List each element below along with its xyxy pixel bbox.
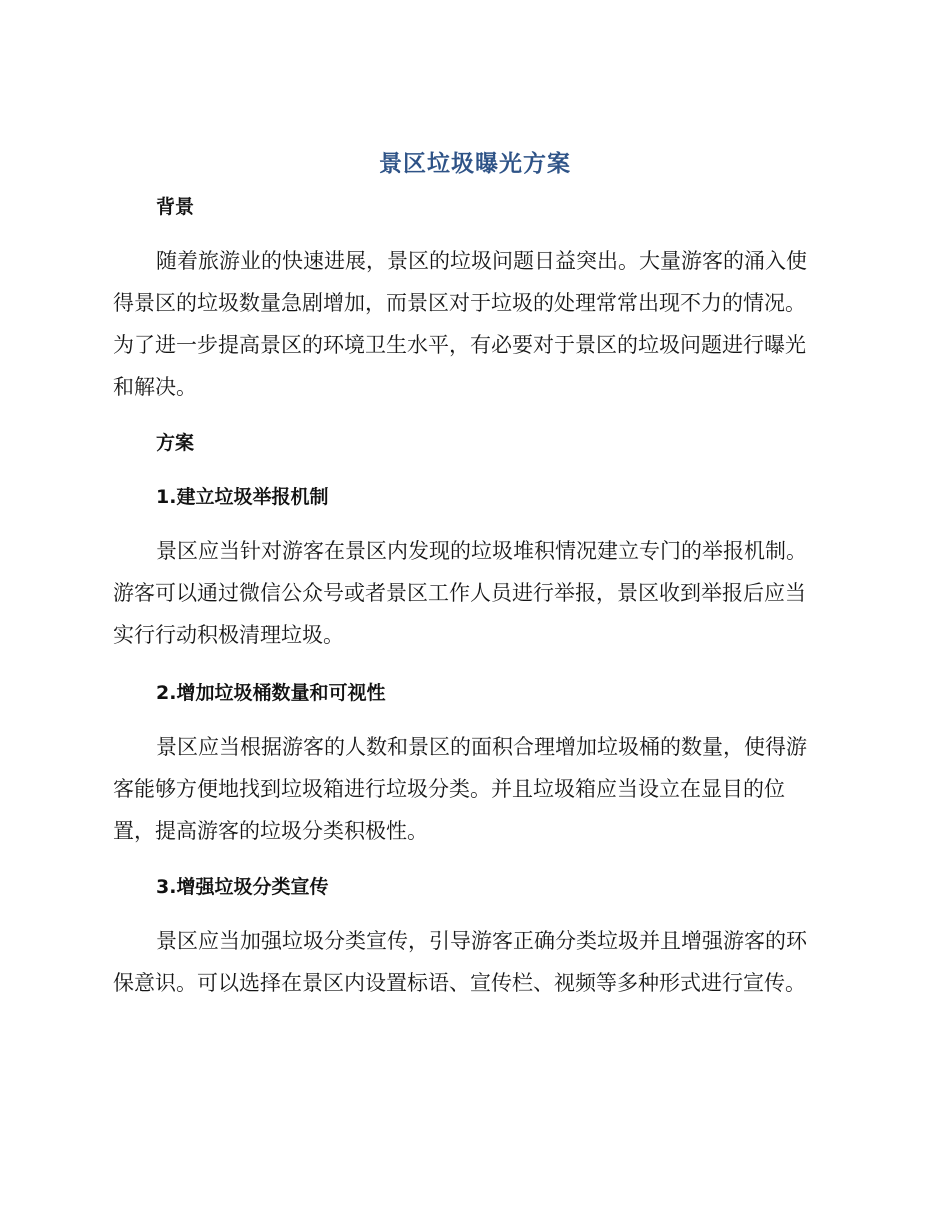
plan-item-1-paragraph: [113, 530, 833, 656]
paragraph-line: 景区应当针对游客在景区内发现的垃圾堆积情况建立专门的举报机制。: [156, 539, 807, 563]
background-paragraph: [113, 240, 833, 408]
paragraph-line: 置，提高游客的垃圾分类积极性。: [113, 819, 428, 843]
paragraph-line: 得景区的垃圾数量急剧增加，而景区对于垃圾的处理常常出现不力的情况。: [113, 291, 806, 315]
paragraph-line: 游客可以通过微信公众号或者景区工作人员进行举报，景区收到举报后应当: [113, 581, 806, 605]
document-title: 景区垃圾曝光方案: [379, 151, 571, 177]
paragraph-line: 随着旅游业的快速进展，景区的垃圾问题日益突出。大量游客的涌入使: [156, 249, 807, 273]
plan-item-3-paragraph: [113, 920, 833, 1004]
paragraph-line: 客能够方便地找到垃圾箱进行垃圾分类。并且垃圾箱应当设立在显目的位: [113, 777, 785, 801]
plan-item-3-heading: 3.增强垃圾分类宣传: [156, 876, 329, 898]
paragraph-line: 和解决。: [113, 375, 197, 399]
paragraph-line: 保意识。可以选择在景区内设置标语、宣传栏、视频等多种形式进行宣传。: [113, 971, 806, 995]
paragraph-line: 景区应当加强垃圾分类宣传，引导游客正确分类垃圾并且增强游客的环: [156, 929, 807, 953]
plan-item-1-heading: 1.建立垃圾举报机制: [156, 486, 329, 508]
plan-item-2-paragraph: [113, 726, 833, 852]
section-heading-background: 背景: [156, 196, 195, 218]
paragraph-line: 景区应当根据游客的人数和景区的面积合理增加垃圾桶的数量，使得游: [156, 735, 807, 759]
paragraph-line: 实行行动积极清理垃圾。: [113, 623, 344, 647]
plan-item-2-heading: 2.增加垃圾桶数量和可视性: [156, 682, 386, 704]
paragraph-line: 为了进一步提高景区的环境卫生水平，有必要对于景区的垃圾问题进行曝光: [113, 333, 806, 357]
section-heading-plan: 方案: [156, 432, 195, 454]
